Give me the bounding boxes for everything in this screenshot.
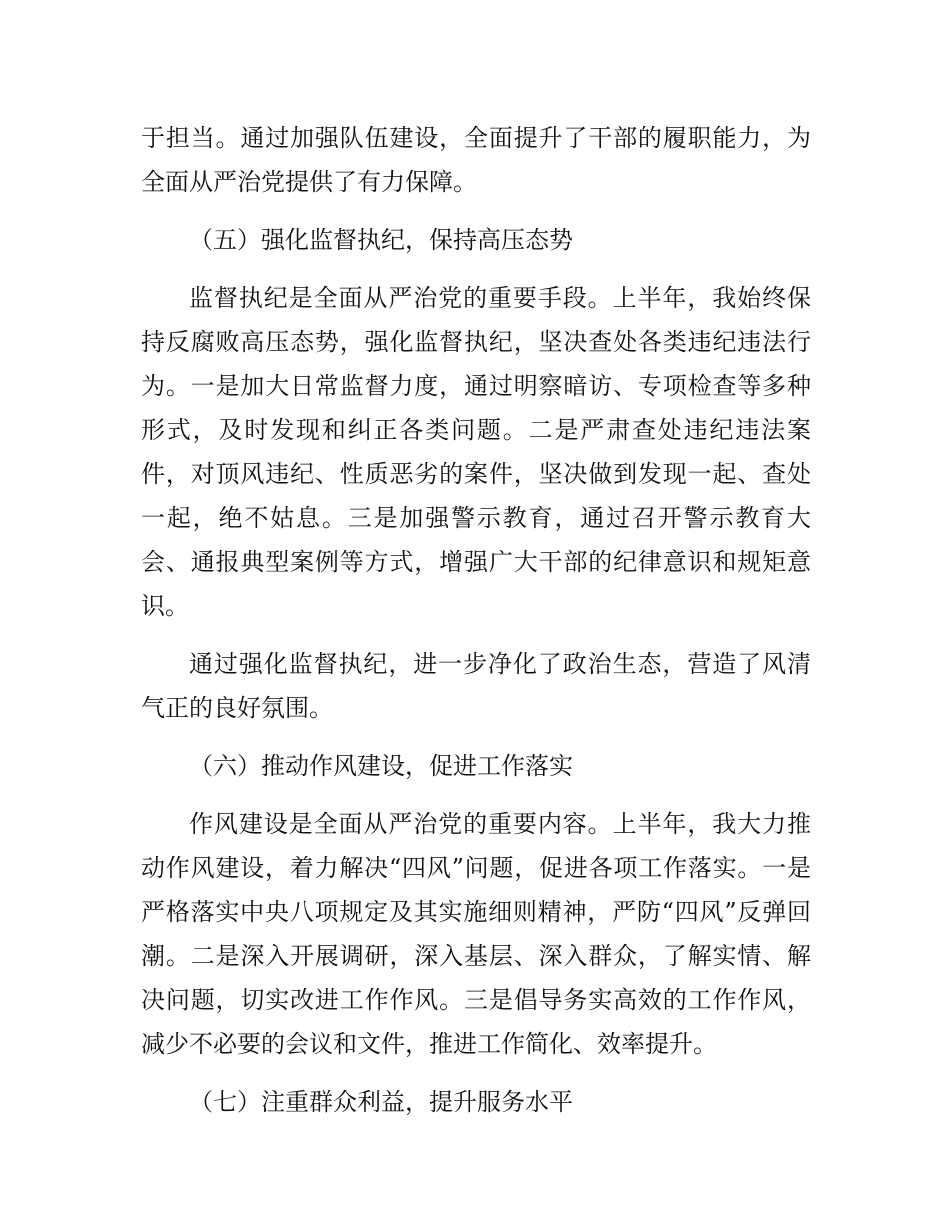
paragraph-work-style: 作风建设是全面从严治党的重要内容。上半年，我大力推动作风建设，着力解决“四风”问题，促进各项工作落实。一是严格落实中央八项规定及其实施细则精神，严防“四风”反弹回潮。二是深入开展调研，深入基层、深入群众，了解实情、解决问题，切实改进工作作风。三是倡导务实高效的工作作风，减少不必要的会议和文件，推进工作简化、效率提升。 (141, 810, 811, 1058)
document-body (141, 116, 811, 1138)
paragraph-supervision: 监督执纪是全面从严治党的重要手段。上半年，我始终保持反腐败高压态势，强化监督执纪，坚决查处各类违纪违法行为。一是加大日常监督力度，通过明察暗访、专项检查等多种形式，及时发现和纠正各类问题。二是严肃查处违纪违法案件，对顶风违纪、性质恶劣的案件，坚决做到发现一起、查处一起，绝不姑息。三是加强警示教育，通过召开警示教育大会、通报典型案例等方式，增强广大干部的纪律意识和规矩意识。 (141, 284, 811, 620)
paragraph-continuation: 于担当。通过加强队伍建设，全面提升了干部的履职能力，为全面从严治党提供了有力保障。 (141, 124, 811, 196)
section-heading-seven: （七）注重群众利益，提升服务水平 (189, 1088, 573, 1116)
paragraph-supervision-summary: 通过强化监督执纪，进一步净化了政治生态，营造了风清气正的良好氛围。 (141, 650, 811, 722)
section-heading-five: （五）强化监督执纪，保持高压态势 (189, 226, 573, 254)
section-heading-six: （六）推动作风建设，促进工作落实 (189, 752, 573, 780)
